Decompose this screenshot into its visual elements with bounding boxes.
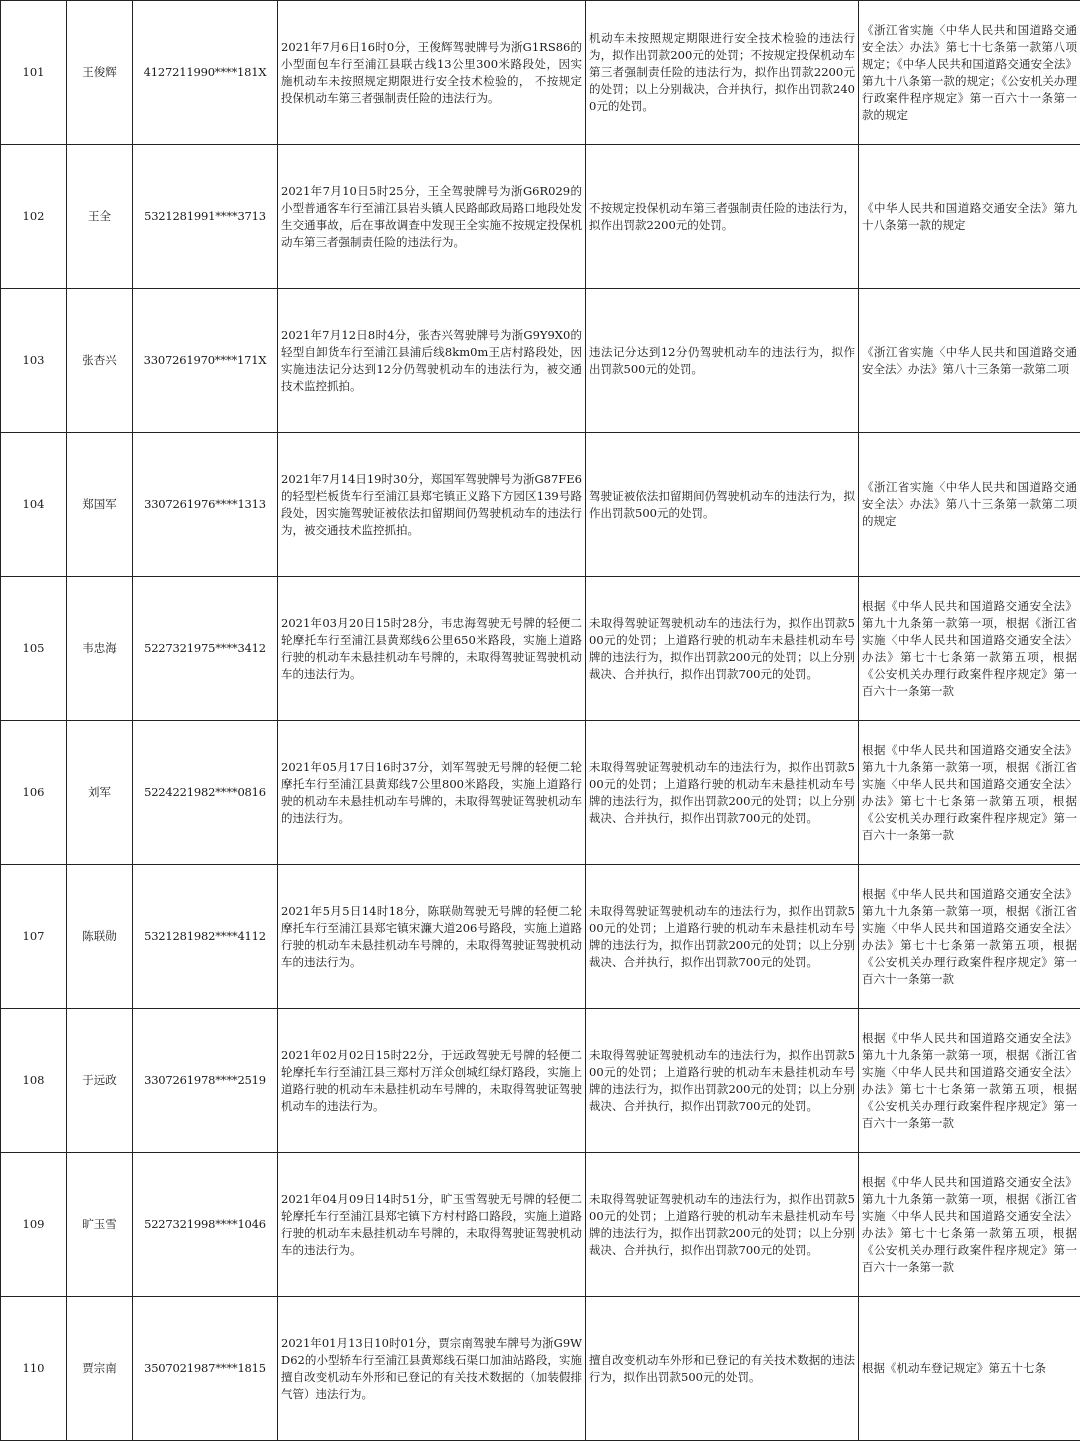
legal-basis: 《中华人民共和国道路交通安全法》第九十八条第一款的规定 (859, 145, 1080, 289)
legal-basis: 《浙江省实施〈中华人民共和国道路交通安全法〉办法》第八十三条第一款第二项的规定 (859, 433, 1080, 577)
id-number: 5224221982****0816 (133, 721, 278, 865)
proposed-penalty: 未取得驾驶证驾驶机动车的违法行为，拟作出罚款500元的处罚；上道路行驶的机动车未悬挂机动车号牌的违法行为，拟作出罚款200元的处罚；以上分别裁决、合并执行，拟作出罚款700元的处罚。 (586, 865, 859, 1009)
party-name: 于远政 (67, 1009, 133, 1153)
table-row (1, 433, 1080, 577)
table-row (1, 1153, 1080, 1297)
legal-basis: 《浙江省实施〈中华人民共和国道路交通安全法〉办法》第七十七条第一款第八项规定；《中华人民共和国道路交通安全法》第九十八条第一款的规定；《公安机关办理行政案件程序规定》第一百六十一条第一款的规定 (859, 1, 1080, 145)
violation-facts: 2021年03月20日15时28分，韦忠海驾驶无号牌的轻便二轮摩托车行至浦江县黄郑线6公里650米路段，实施上道路行驶的机动车未悬挂机动车号牌的，未取得驾驶证驾驶机动车的违法行为。 (278, 577, 586, 721)
proposed-penalty: 未取得驾驶证驾驶机动车的违法行为，拟作出罚款500元的处罚；上道路行驶的机动车未悬挂机动车号牌的违法行为，拟作出罚款200元的处罚；以上分别裁决、合并执行，拟作出罚款700元的处罚。 (586, 1009, 859, 1153)
violation-facts: 2021年05月17日16时37分，刘军驾驶无号牌的轻便二轮摩托车行至浦江县黄郑线7公里800米路段，实施上道路行驶的机动车未悬挂机动车号牌的，未取得驾驶证驾驶机动车的违法行为。 (278, 721, 586, 865)
table-row (1, 1, 1080, 145)
proposed-penalty: 未取得驾驶证驾驶机动车的违法行为，拟作出罚款500元的处罚；上道路行驶的机动车未悬挂机动车号牌的违法行为，拟作出罚款200元的处罚；以上分别裁决、合并执行，拟作出罚款700元的处罚。 (586, 1153, 859, 1297)
table-row (1, 865, 1080, 1009)
record-number: 109 (1, 1153, 67, 1297)
table-row (1, 289, 1080, 433)
record-number: 107 (1, 865, 67, 1009)
party-name: 贾宗南 (67, 1297, 133, 1441)
id-number: 5227321975****3412 (133, 577, 278, 721)
party-name: 刘军 (67, 721, 133, 865)
record-number: 110 (1, 1297, 67, 1441)
record-number: 106 (1, 721, 67, 865)
table-row (1, 577, 1080, 721)
id-number: 5321281982****4112 (133, 865, 278, 1009)
id-number: 3307261970****171X (133, 289, 278, 433)
violation-facts: 2021年7月6日16时0分，王俊辉驾驶牌号为浙G1RS86的小型面包车行至浦江县联古线13公里300米路段处，因实施机动车未按照规定期限进行安全技术检验的， 不按规定投保机动车第三者强制责任险的违法行为。 (278, 1, 586, 145)
legal-basis: 根据《中华人民共和国道路交通安全法》第九十九条第一款第一项，根据《浙江省实施〈中华人民共和国道路交通安全法〉办法》第七十七条第一款第五项，根据《公安机关办理行政案件程序规定》第一百六十一条第一款 (859, 577, 1080, 721)
violation-facts: 2021年7月10日5时25分，王全驾驶牌号为浙G6R029的小型普通客车行至浦江县岩头镇人民路邮政局路口地段处发生交通事故，后在事故调查中发现王全实施不按规定投保机动车第三者强制责任险的违法行为。 (278, 145, 586, 289)
violation-facts: 2021年5月5日14时18分，陈联勋驾驶无号牌的轻便二轮摩托车行至浦江县郑宅镇宋濂大道206号路段，实施上道路行驶的机动车未悬挂机动车号牌的，未取得驾驶证驾驶机动车的违法行为。 (278, 865, 586, 1009)
violation-facts: 2021年02月02日15时22分，于远政驾驶无号牌的轻便二轮摩托车行至浦江县三郑村万洋众创城红绿灯路段，实施上道路行驶的机动车未悬挂机动车号牌的，未取得驾驶证驾驶机动车的违法行为。 (278, 1009, 586, 1153)
id-number: 4127211990****181X (133, 1, 278, 145)
proposed-penalty: 驾驶证被依法扣留期间仍驾驶机动车的违法行为，拟作出罚款500元的处罚。 (586, 433, 859, 577)
party-name: 张杏兴 (67, 289, 133, 433)
party-name: 郑国军 (67, 433, 133, 577)
proposed-penalty: 擅自改变机动车外形和已登记的有关技术数据的违法行为，拟作出罚款500元的处罚。 (586, 1297, 859, 1441)
legal-basis: 根据《中华人民共和国道路交通安全法》第九十九条第一款第一项，根据《浙江省实施〈中华人民共和国道路交通安全法〉办法》第七十七条第一款第五项，根据《公安机关办理行政案件程序规定》第一百六十一条第一款 (859, 1009, 1080, 1153)
record-number: 105 (1, 577, 67, 721)
id-number: 5321281991****3713 (133, 145, 278, 289)
violation-facts: 2021年7月14日19时30分，郑国军驾驶牌号为浙G87FE6的轻型栏板货车行至浦江县郑宅镇正义路下方园区139号路段处，因实施驾驶证被依法扣留期间仍驾驶机动车的违法行为，被交通技术监控抓拍。 (278, 433, 586, 577)
table-row (1, 1009, 1080, 1153)
id-number: 3307261976****1313 (133, 433, 278, 577)
legal-basis: 根据《中华人民共和国道路交通安全法》第九十九条第一款第一项，根据《浙江省实施〈中华人民共和国道路交通安全法〉办法》第七十七条第一款第五项，根据《公安机关办理行政案件程序规定》第一百六十一条第一款 (859, 1153, 1080, 1297)
party-name: 旷玉雪 (67, 1153, 133, 1297)
record-number: 102 (1, 145, 67, 289)
record-number: 104 (1, 433, 67, 577)
party-name: 王俊辉 (67, 1, 133, 145)
table-row (1, 721, 1080, 865)
proposed-penalty: 违法记分达到12分仍驾驶机动车的违法行为，拟作出罚款500元的处罚。 (586, 289, 859, 433)
proposed-penalty: 未取得驾驶证驾驶机动车的违法行为，拟作出罚款500元的处罚；上道路行驶的机动车未悬挂机动车号牌的违法行为，拟作出罚款200元的处罚；以上分别裁决、合并执行，拟作出罚款700元的处罚。 (586, 577, 859, 721)
violation-facts: 2021年04月09日14时51分，旷玉雪驾驶无号牌的轻便二轮摩托车行至浦江县郑宅镇下方村村路口路段，实施上道路行驶的机动车未悬挂机动车号牌的，未取得驾驶证驾驶机动车的违法行为。 (278, 1153, 586, 1297)
id-number: 3507021987****1815 (133, 1297, 278, 1441)
proposed-penalty: 不按规定投保机动车第三者强制责任险的违法行为，拟作出罚款2200元的处罚。 (586, 145, 859, 289)
record-number: 101 (1, 1, 67, 145)
table-row (1, 145, 1080, 289)
party-name: 陈联勋 (67, 865, 133, 1009)
legal-basis: 根据《机动车登记规定》第五十七条 (859, 1297, 1080, 1441)
legal-basis: 根据《中华人民共和国道路交通安全法》第九十九条第一款第一项，根据《浙江省实施〈中华人民共和国道路交通安全法〉办法》第七十七条第一款第五项，根据《公安机关办理行政案件程序规定》第一百六十一条第一款 (859, 865, 1080, 1009)
proposed-penalty: 未取得驾驶证驾驶机动车的违法行为，拟作出罚款500元的处罚；上道路行驶的机动车未悬挂机动车号牌的违法行为，拟作出罚款200元的处罚；以上分别裁决、合并执行，拟作出罚款700元的处罚。 (586, 721, 859, 865)
record-number: 103 (1, 289, 67, 433)
id-number: 3307261978****2519 (133, 1009, 278, 1153)
table-row (1, 1297, 1080, 1441)
violation-facts: 2021年01月13日10时01分，贾宗南驾驶车牌号为浙G9WD62的小型轿车行至浦江县黄郑线石渠口加油站路段，实施擅自改变机动车外形和已登记的有关技术数据的（加装假排气管）违法行为。 (278, 1297, 586, 1441)
legal-basis: 《浙江省实施〈中华人民共和国道路交通安全法〉办法》第八十三条第一款第二项 (859, 289, 1080, 433)
party-name: 韦忠海 (67, 577, 133, 721)
violation-facts: 2021年7月12日8时4分，张杏兴驾驶牌号为浙G9Y9X0的轻型自卸货车行至浦江县浦后线8km0m王店村路段处，因实施违法记分达到12分仍驾驶机动车的违法行为，被交通技术监控抓拍。 (278, 289, 586, 433)
legal-basis: 根据《中华人民共和国道路交通安全法》第九十九条第一款第一项，根据《浙江省实施〈中华人民共和国道路交通安全法〉办法》第七十七条第一款第五项，根据《公安机关办理行政案件程序规定》第一百六十一条第一款 (859, 721, 1080, 865)
proposed-penalty: 机动车未按照规定期限进行安全技术检验的违法行为，拟作出罚款200元的处罚；不按规定投保机动车第三者强制责任险的违法行为，拟作出罚款2200元的处罚；以上分别裁决，合并执行，拟作出罚款2400元的处罚。 (586, 1, 859, 145)
party-name: 王全 (67, 145, 133, 289)
id-number: 5227321998****1046 (133, 1153, 278, 1297)
record-number: 108 (1, 1009, 67, 1153)
